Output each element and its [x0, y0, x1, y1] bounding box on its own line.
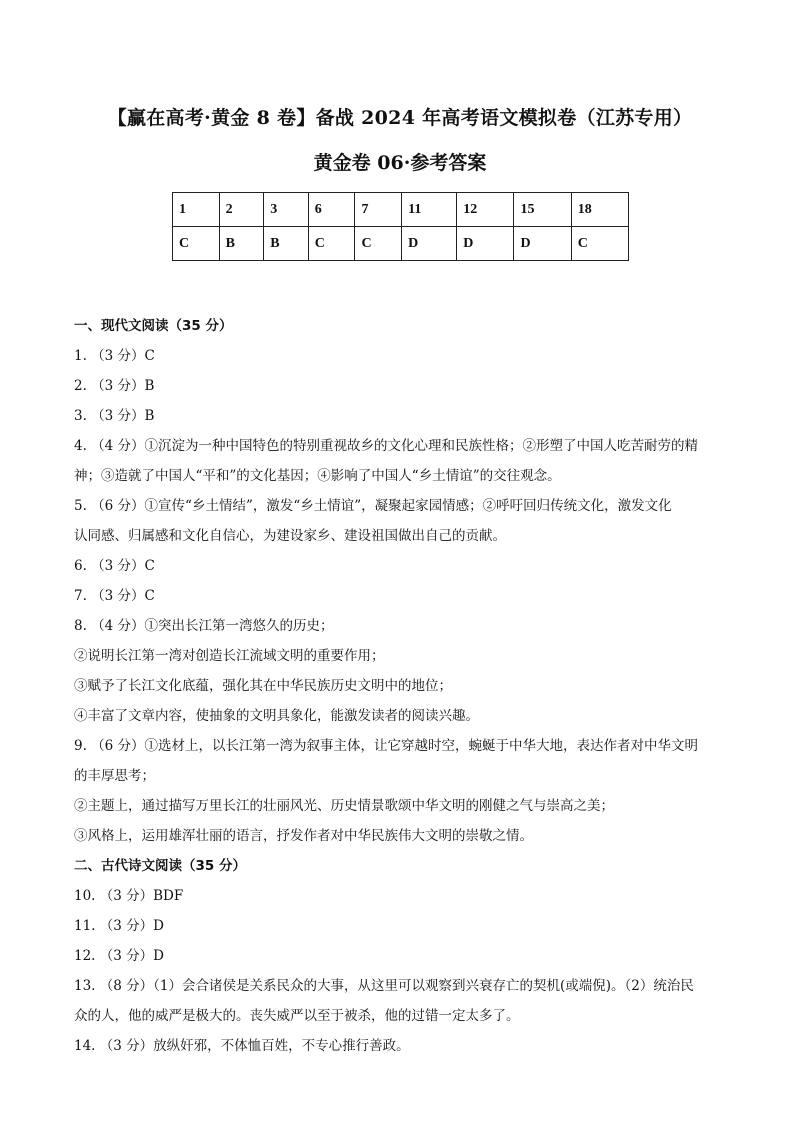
answer-cell: D [402, 227, 457, 261]
answer-line: 12. （3 分）D [74, 948, 164, 964]
answer-cell: C [173, 227, 220, 261]
question-number-cell: 7 [355, 193, 402, 227]
section-heading: 一、现代文阅读（35 分） [74, 318, 233, 334]
answer-line: 10. （3 分）BDF [74, 888, 184, 904]
question-number-cell: 3 [264, 193, 309, 227]
answer-line: 认同感、归属感和文化自信心，为建设家乡、建设祖国做出自己的贡献。 [74, 528, 506, 544]
document-title: 【赢在高考·黄金 8 卷】备战 2024 年高考语文模拟卷（江苏专用） [107, 107, 693, 129]
answer-line: 神；③造就了中国人“平和”的文化基因；④影响了中国人“乡土情谊”的交往观念。 [74, 468, 561, 484]
answer-cell: B [264, 227, 309, 261]
question-number-cell: 15 [514, 193, 571, 227]
answer-cell: C [571, 227, 628, 261]
question-number-cell: 6 [308, 193, 355, 227]
answer-line: 11. （3 分）D [74, 918, 164, 934]
answer-line: 14. （3 分）放纵奸邪，不体恤百姓，不专心推行善政。 [74, 1038, 410, 1054]
answer-cell: C [308, 227, 355, 261]
answer-cell: B [219, 227, 264, 261]
answer-line: ③赋予了长江文化底蕴，强化其在中华民族历史文明中的地位； [74, 678, 452, 694]
question-number-cell: 2 [219, 193, 264, 227]
answer-line: 的丰厚思考； [74, 768, 155, 784]
answer-line: 1. （3 分）C [74, 348, 155, 364]
answer-line: ③风格上，运用雄浑壮丽的语言，抒发作者对中华民族伟大文明的崇敬之情。 [74, 828, 533, 844]
answer-line: 7. （3 分）C [74, 588, 155, 604]
question-number-cell: 12 [457, 193, 514, 227]
answer-line: 2. （3 分）B [74, 378, 155, 394]
answer-cell: C [355, 227, 402, 261]
answer-table-question-row [173, 193, 629, 227]
question-number-cell: 1 [173, 193, 220, 227]
answer-line: 6. （3 分）C [74, 558, 155, 574]
answer-table [172, 192, 629, 261]
answer-line: 众的人，他的威严是极大的。丧失威严以至于被杀，他的过错一定太多了。 [74, 1008, 520, 1024]
answer-cell: D [514, 227, 571, 261]
section-heading: 二、古代诗文阅读（35 分） [74, 858, 246, 874]
answer-line: 3. （3 分）B [74, 408, 155, 424]
answer-table-answer-row [173, 227, 629, 261]
answer-cell: D [457, 227, 514, 261]
answer-line: 8. （4 分）①突出长江第一湾悠久的历史； [74, 618, 334, 634]
answer-line: 9. （6 分）①选材上，以长江第一湾为叙事主体，让它穿越时空，蜿蜒于中华大地，表达作者对中华文明 [74, 738, 699, 754]
answer-line: ④丰富了文章内容，使抽象的文明具象化，能激发读者的阅读兴趣。 [74, 708, 479, 724]
answer-line: 5. （6 分）①宣传“乡土情结”，激发“乡土情谊”，凝聚起家园情感；②呼吁回归传统文化，激发文化 [74, 498, 672, 514]
answer-line: ②主题上，通过描写万里长江的壮丽风光、历史情景歌颂中华文明的刚健之气与崇高之美； [74, 798, 614, 814]
question-number-cell: 18 [571, 193, 628, 227]
question-number-cell: 11 [402, 193, 457, 227]
answer-line: 4. （4 分）①沉淀为一种中国特色的特别重视故乡的文化心理和民族性格；②形塑了中国人吃苦耐劳的精 [74, 438, 699, 454]
answer-line: ②说明长江第一湾对创造长江流域文明的重要作用； [74, 648, 385, 664]
document-subtitle: 黄金卷 06·参考答案 [313, 152, 487, 174]
answer-line: 13. （8 分）（1）会合诸侯是关系民众的大事，从这里可以观察到兴衰存亡的契机(或端倪)。（2）统治民 [74, 978, 694, 994]
